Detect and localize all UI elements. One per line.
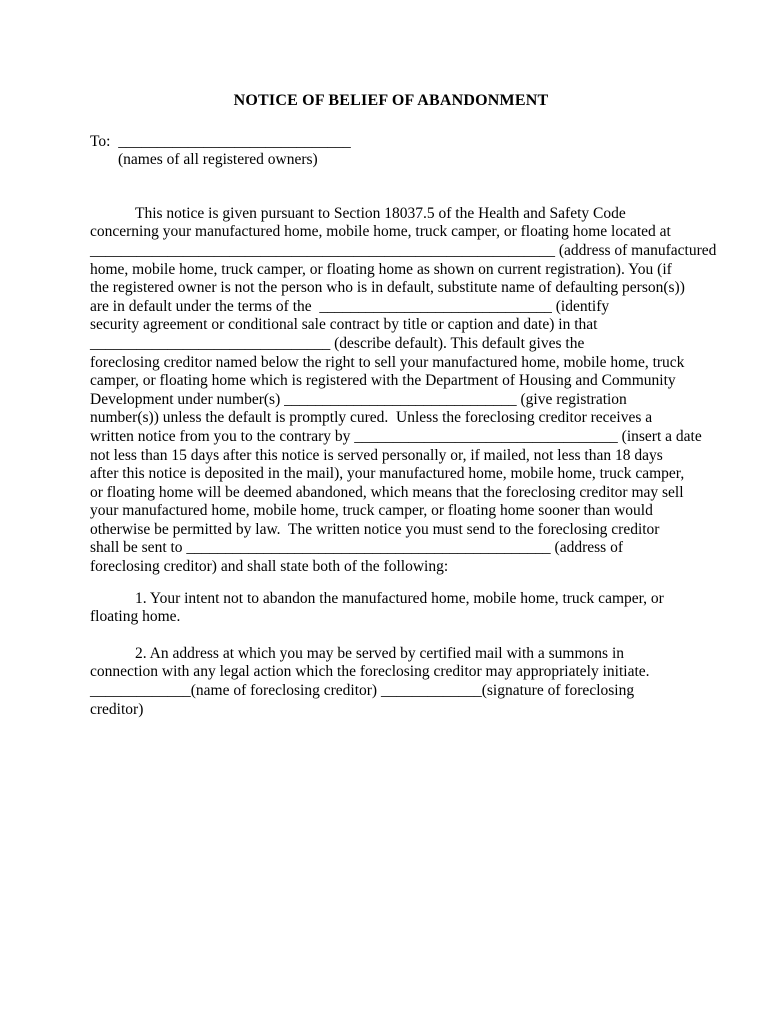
text-line: otherwise be permitted by law. The written notice you must send to the foreclosing creditor bbox=[90, 520, 660, 538]
text-line: not less than 15 days after this notice is served personally or, if mailed, not less than 18 days bbox=[90, 446, 663, 464]
paragraph-numbered-item-2 bbox=[90, 645, 692, 719]
text-line: the registered owner is not the person who is in default, substitute name of defaulting person(s)) bbox=[90, 279, 685, 297]
text-line: _______________________________ (describe default). This default gives the bbox=[90, 334, 585, 352]
text-line: This notice is given pursuant to Section 18037.5 of the Health and Safety Code bbox=[135, 204, 626, 222]
text-line: creditor) bbox=[90, 700, 144, 718]
text-line: your manufactured home, mobile home, truck camper, or floating home sooner than would bbox=[90, 502, 653, 520]
text-line: camper, or floating home which is registered with the Department of Housing and Community bbox=[90, 372, 676, 390]
text-line: Development under number(s) ______________________________ (give registration bbox=[90, 390, 627, 408]
text-line: 1. Your intent not to abandon the manufactured home, mobile home, truck camper, or bbox=[135, 589, 664, 607]
text-line: concerning your manufactured home, mobile home, truck camper, or floating home located at bbox=[90, 223, 671, 241]
text-line: are in default under the terms of the ______________________________ (identify bbox=[90, 297, 610, 315]
text-line: security agreement or conditional sale contract by title or caption and date) in that bbox=[90, 316, 598, 334]
text-line: _____________(name of foreclosing creditor) _____________(signature of foreclosing bbox=[90, 682, 635, 700]
text-line: shall be sent to _______________________________________________ (address of bbox=[90, 539, 623, 557]
text-line: after this notice is deposited in the mail), your manufactured home, mobile home, truck camper, bbox=[90, 465, 685, 483]
text-line: number(s)) unless the default is promptly cured. Unless the foreclosing creditor receives a bbox=[90, 409, 653, 427]
to-block bbox=[90, 133, 692, 170]
text-line: foreclosing creditor) and shall state both of the following: bbox=[90, 558, 449, 576]
text-line: ____________________________________________________________ (address of manufactured bbox=[90, 241, 717, 259]
text-line: home, mobile home, truck camper, or floating home as shown on current registration). You (if bbox=[90, 260, 672, 278]
text-line: foreclosing creditor named below the right to sell your manufactured home, mobile home, truck bbox=[90, 353, 685, 371]
text-line: floating home. bbox=[90, 608, 181, 626]
text-line: 2. An address at which you may be served by certified mail with a summons in bbox=[135, 644, 625, 662]
registered-owners-caption: (names of all registered owners) bbox=[118, 151, 318, 169]
to-recipient-blank-line: To: ______________________________ bbox=[90, 132, 351, 150]
text-line: connection with any legal action which the foreclosing creditor may appropriately initiate. bbox=[90, 663, 650, 681]
text-line: written notice from you to the contrary by __________________________________ (insert a date bbox=[90, 427, 702, 445]
text-line: or floating home will be deemed abandoned, which means that the foreclosing creditor may sell bbox=[90, 483, 684, 501]
paragraph-numbered-item-1 bbox=[90, 590, 692, 627]
paragraph-main-notice bbox=[90, 204, 717, 577]
document-title: NOTICE OF BELIEF OF ABANDONMENT bbox=[233, 92, 549, 109]
